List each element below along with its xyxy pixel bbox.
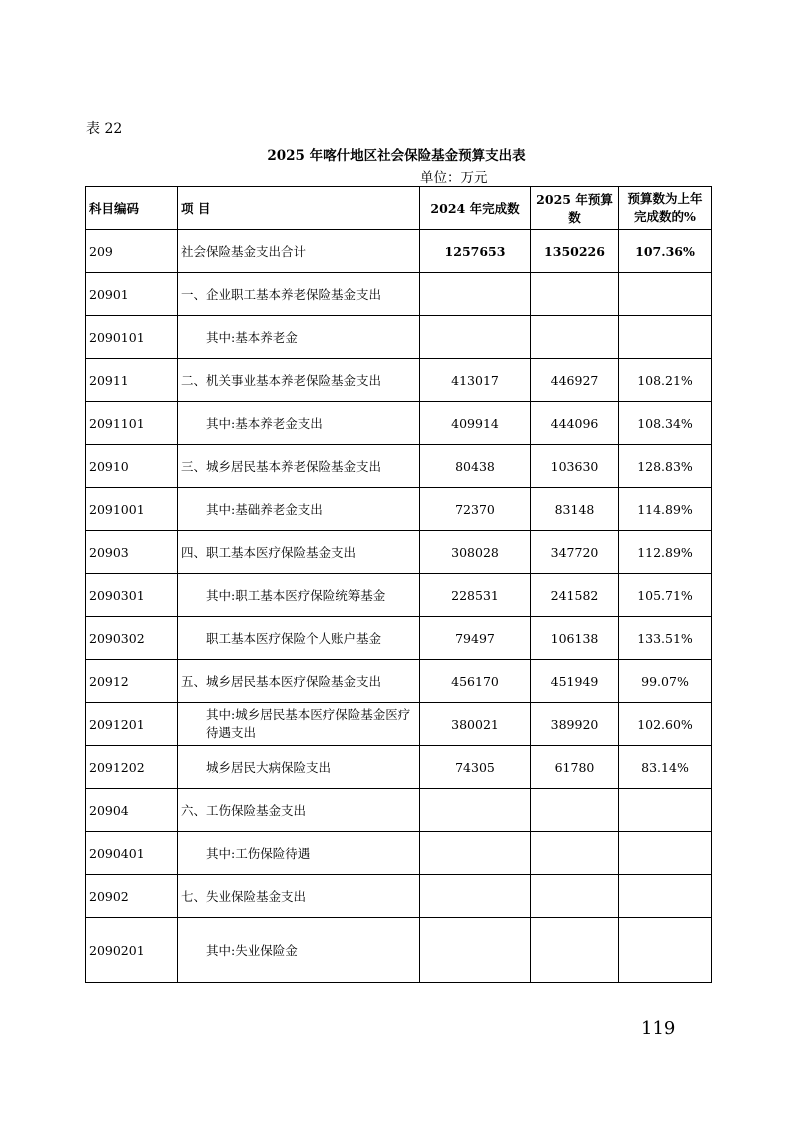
- row-budget-2025: [531, 832, 619, 875]
- row-completed-2024: 79497: [420, 617, 531, 660]
- table-row: [86, 574, 712, 617]
- row-completed-2024: 380021: [420, 703, 531, 746]
- row-code: 2091101: [86, 402, 178, 445]
- row-ratio: 128.83%: [619, 445, 712, 488]
- row-ratio: [619, 918, 712, 983]
- row-code: 2091202: [86, 746, 178, 789]
- row-budget-2025: [531, 316, 619, 359]
- row-item: 其中:基础养老金支出: [178, 488, 420, 531]
- row-budget-2025: 444096: [531, 402, 619, 445]
- table-row: [86, 832, 712, 875]
- row-budget-2025: 389920: [531, 703, 619, 746]
- row-completed-2024: 413017: [420, 359, 531, 402]
- row-completed-2024: 72370: [420, 488, 531, 531]
- row-ratio: 105.71%: [619, 574, 712, 617]
- table-row: [86, 875, 712, 918]
- table-row: [86, 445, 712, 488]
- table-row: [86, 703, 712, 746]
- row-code: 2091201: [86, 703, 178, 746]
- row-code: 20903: [86, 531, 178, 574]
- table-row: [86, 488, 712, 531]
- table-row: [86, 316, 712, 359]
- header-item: 项 目: [178, 187, 420, 230]
- row-ratio: 108.21%: [619, 359, 712, 402]
- table-row: [86, 660, 712, 703]
- row-budget-2025: 103630: [531, 445, 619, 488]
- row-item: 五、城乡居民基本医疗保险基金支出: [178, 660, 420, 703]
- row-ratio: [619, 789, 712, 832]
- table-row: [86, 273, 712, 316]
- row-completed-2024: 1257653: [420, 230, 531, 273]
- header-code: 科目编码: [86, 187, 178, 230]
- row-completed-2024: 74305: [420, 746, 531, 789]
- row-completed-2024: [420, 918, 531, 983]
- row-item: 六、工伤保险基金支出: [178, 789, 420, 832]
- row-item: 其中:基本养老金: [178, 316, 420, 359]
- row-completed-2024: 456170: [420, 660, 531, 703]
- unit-label: 单位：万元: [420, 170, 488, 186]
- table-header-row: [86, 187, 712, 230]
- row-ratio: 112.89%: [619, 531, 712, 574]
- row-budget-2025: 61780: [531, 746, 619, 789]
- row-budget-2025: 83148: [531, 488, 619, 531]
- row-item: 其中:失业保险金: [178, 918, 420, 983]
- row-ratio: 108.34%: [619, 402, 712, 445]
- row-code: 20910: [86, 445, 178, 488]
- row-completed-2024: 409914: [420, 402, 531, 445]
- row-completed-2024: [420, 789, 531, 832]
- row-budget-2025: 106138: [531, 617, 619, 660]
- row-ratio: 133.51%: [619, 617, 712, 660]
- row-code: 2090401: [86, 832, 178, 875]
- row-budget-2025: [531, 875, 619, 918]
- row-budget-2025: [531, 918, 619, 983]
- row-ratio: [619, 832, 712, 875]
- row-completed-2024: 80438: [420, 445, 531, 488]
- row-ratio: 102.60%: [619, 703, 712, 746]
- table-number: 表 22: [86, 121, 123, 137]
- page-number: 119: [641, 1018, 676, 1039]
- row-completed-2024: [420, 316, 531, 359]
- row-item: 城乡居民大病保险支出: [178, 746, 420, 789]
- row-item: 四、职工基本医疗保险基金支出: [178, 531, 420, 574]
- table-row: [86, 746, 712, 789]
- row-code: 2090302: [86, 617, 178, 660]
- row-code: 2090101: [86, 316, 178, 359]
- document-title: 2025 年喀什地区社会保险基金预算支出表: [267, 148, 526, 164]
- header-completed-2024: 2024 年完成数: [420, 187, 531, 230]
- row-budget-2025: [531, 789, 619, 832]
- row-budget-2025: 347720: [531, 531, 619, 574]
- row-code: 2091001: [86, 488, 178, 531]
- row-item: 其中:城乡居民基本医疗保险基金医疗待遇支出: [178, 703, 420, 746]
- row-completed-2024: 228531: [420, 574, 531, 617]
- row-ratio: 114.89%: [619, 488, 712, 531]
- table-row: [86, 918, 712, 983]
- row-code: 20901: [86, 273, 178, 316]
- row-code: 2090301: [86, 574, 178, 617]
- row-completed-2024: [420, 875, 531, 918]
- header-budget-2025: 2025 年预算数: [531, 187, 619, 230]
- table-row: [86, 402, 712, 445]
- row-completed-2024: [420, 273, 531, 316]
- row-item: 其中:基本养老金支出: [178, 402, 420, 445]
- header-ratio: 预算数为上年完成数的%: [619, 187, 712, 230]
- table-row: [86, 789, 712, 832]
- row-budget-2025: 241582: [531, 574, 619, 617]
- row-code: 209: [86, 230, 178, 273]
- row-item: 社会保险基金支出合计: [178, 230, 420, 273]
- table-row: [86, 230, 712, 273]
- row-budget-2025: 1350226: [531, 230, 619, 273]
- row-completed-2024: 308028: [420, 531, 531, 574]
- row-completed-2024: [420, 832, 531, 875]
- row-code: 2090201: [86, 918, 178, 983]
- row-item: 职工基本医疗保险个人账户基金: [178, 617, 420, 660]
- row-ratio: [619, 316, 712, 359]
- row-ratio: 99.07%: [619, 660, 712, 703]
- row-item: 七、失业保险基金支出: [178, 875, 420, 918]
- row-code: 20904: [86, 789, 178, 832]
- row-code: 20902: [86, 875, 178, 918]
- row-item: 三、城乡居民基本养老保险基金支出: [178, 445, 420, 488]
- row-budget-2025: 451949: [531, 660, 619, 703]
- row-code: 20911: [86, 359, 178, 402]
- table-row: [86, 531, 712, 574]
- row-ratio: 107.36%: [619, 230, 712, 273]
- row-ratio: [619, 273, 712, 316]
- table-row: [86, 359, 712, 402]
- row-budget-2025: [531, 273, 619, 316]
- row-item: 二、机关事业基本养老保险基金支出: [178, 359, 420, 402]
- row-item: 其中:工伤保险待遇: [178, 832, 420, 875]
- row-item: 其中:职工基本医疗保险统筹基金: [178, 574, 420, 617]
- row-ratio: 83.14%: [619, 746, 712, 789]
- row-ratio: [619, 875, 712, 918]
- row-budget-2025: 446927: [531, 359, 619, 402]
- table-row: [86, 617, 712, 660]
- budget-expenditure-table: [85, 186, 712, 983]
- row-item: 一、企业职工基本养老保险基金支出: [178, 273, 420, 316]
- row-code: 20912: [86, 660, 178, 703]
